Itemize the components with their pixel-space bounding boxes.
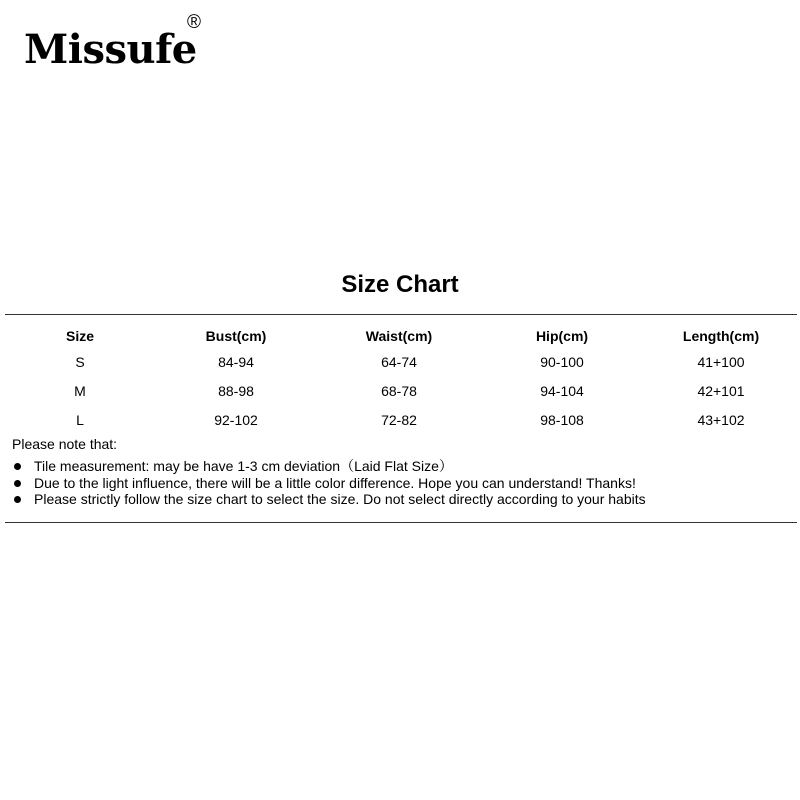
cell-hip: 90-100 [540,354,584,370]
table-row [0,383,800,405]
registered-mark-icon: ® [187,12,201,33]
table-row [0,354,800,376]
note-item [12,456,453,476]
note-text: Due to the light influence, there will be a little color difference. Hope you can understand! Thanks! [34,475,636,491]
cell-bust: 84-94 [218,354,254,370]
cell-size: L [76,412,84,428]
cell-hip: 98-108 [540,412,584,428]
cell-length: 42+101 [697,383,745,399]
cell-length: 43+102 [697,412,745,428]
cell-bust: 92-102 [214,412,258,428]
header-hip: Hip(cm) [535,328,589,344]
header-length: Length(cm) [682,328,760,344]
cell-waist: 64-74 [381,354,417,370]
note-item [12,491,646,507]
cell-size: M [74,383,86,399]
table-row [0,412,800,434]
header-bust: Bust(cm) [205,328,267,344]
cell-waist: 72-82 [381,412,417,428]
bullet-icon [14,496,21,503]
cell-bust: 88-98 [218,383,254,399]
page-title: Size Chart [341,271,459,298]
note-text: Please strictly follow the size chart to select the size. Do not select directly according to your habits [34,491,646,507]
header-size: Size [65,328,94,344]
cell-length: 41+100 [697,354,745,370]
bullet-icon [14,480,21,487]
header-waist: Waist(cm) [365,328,433,344]
cell-waist: 68-78 [381,383,417,399]
brand-name: Missufe [24,26,197,73]
bullet-icon [14,463,21,470]
top-divider [5,314,797,315]
note-item [12,475,636,491]
cell-size: S [75,354,85,370]
table-header-row [0,328,800,350]
cell-hip: 94-104 [540,383,584,399]
notes-title: Please note that: [12,436,118,452]
note-text: Tile measurement: may be have 1-3 cm deviation（Laid Flat Size） [34,458,453,474]
bottom-divider [5,522,797,523]
